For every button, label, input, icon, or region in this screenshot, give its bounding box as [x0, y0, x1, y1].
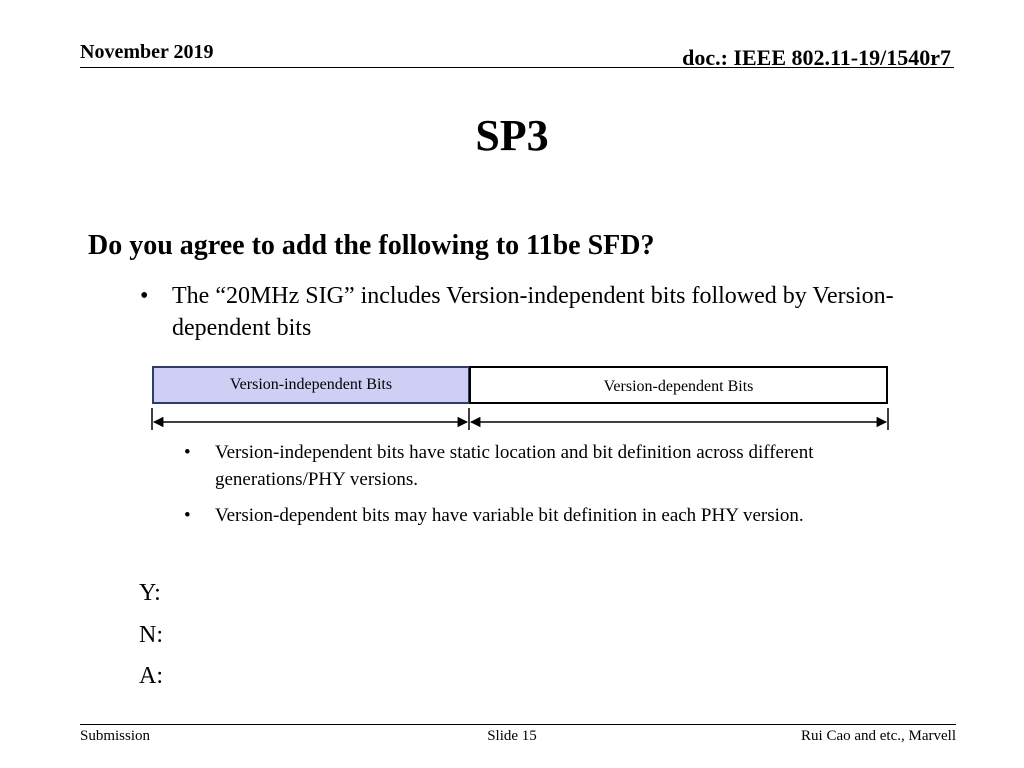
header-date: November 2019 — [80, 41, 214, 63]
vote-no: N: — [139, 622, 163, 648]
diagram-arrows — [140, 408, 900, 438]
footer-slide-number: Slide 15 — [487, 728, 537, 744]
sub-bullet-2-text: Version-dependent bits may have variable bit definition in each PHY version. — [215, 505, 804, 526]
vote-yes: Y: — [139, 580, 161, 606]
bullet-dot: • — [184, 505, 191, 526]
slide-title: SP3 — [475, 111, 549, 160]
sub-bullet-1-text: Version-independent bits have static location and bit definition across different generations/PHY versions. — [215, 442, 814, 490]
footer-author: Rui Cao and etc., Marvell — [801, 728, 956, 744]
sub-bullet-2 — [184, 502, 964, 532]
footer-divider — [80, 724, 956, 725]
version-independent-box — [152, 366, 470, 404]
version-dependent-label: Version-dependent Bits — [603, 378, 754, 395]
sub-bullet-1 — [184, 439, 904, 499]
question-text: Do you agree to add the following to 11be SFD? — [88, 230, 655, 261]
bullet-dot: • — [140, 283, 149, 309]
version-independent-label: Version-independent Bits — [229, 376, 393, 393]
version-dependent-box — [469, 366, 888, 404]
header-divider — [80, 67, 954, 68]
bullet-dot: • — [184, 442, 191, 463]
main-bullet-text: The “20MHz SIG” includes Version-independent bits followed by Version-dependent bits — [172, 283, 894, 341]
header-doc-id: doc.: IEEE 802.11-19/1540r7 — [682, 45, 951, 70]
footer-submission: Submission — [80, 728, 151, 744]
vote-abstain: A: — [139, 663, 163, 689]
